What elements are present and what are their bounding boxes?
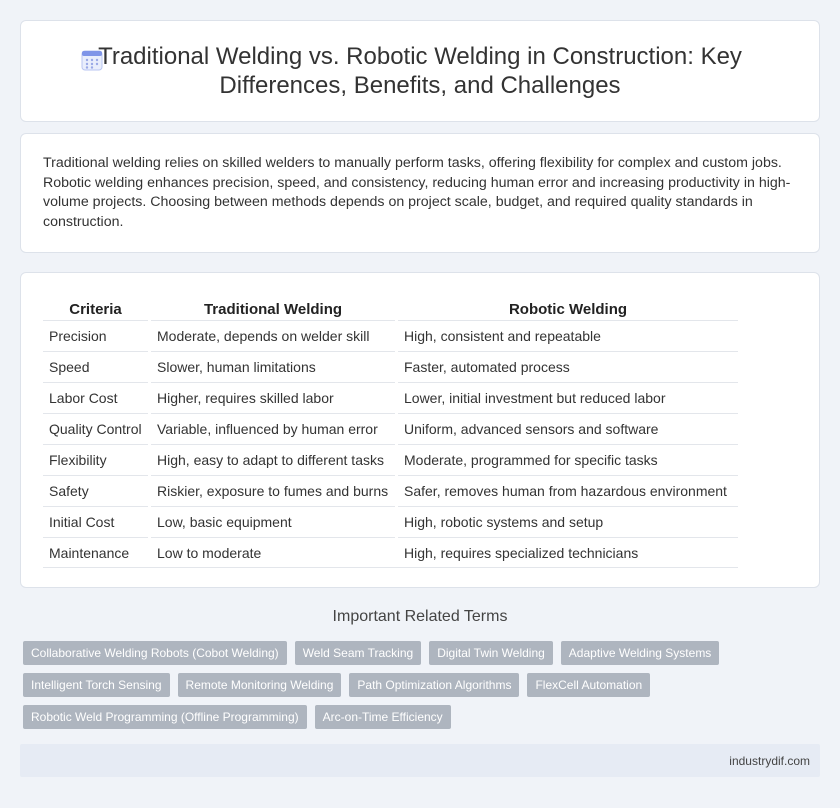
tag-row xyxy=(23,673,823,697)
criteria-cell: Labor Cost xyxy=(43,382,148,413)
criteria-cell: Speed xyxy=(43,351,148,382)
header-card xyxy=(20,20,820,122)
criteria-cell: Maintenance xyxy=(43,537,148,568)
related-term-tag[interactable]: FlexCell Automation xyxy=(527,673,650,697)
intro-card xyxy=(20,133,820,253)
related-term-tag[interactable]: Path Optimization Algorithms xyxy=(349,673,519,697)
related-term-tag[interactable]: Adaptive Welding Systems xyxy=(561,641,720,665)
table-row xyxy=(43,320,738,351)
traditional-cell: Variable, influenced by human error xyxy=(151,413,395,444)
table-row xyxy=(43,444,738,475)
related-term-tag[interactable]: Collaborative Welding Robots (Cobot Welding) xyxy=(23,641,287,665)
criteria-cell: Precision xyxy=(43,320,148,351)
robotic-cell: High, requires specialized technicians xyxy=(398,537,738,568)
robotic-cell: Moderate, programmed for specific tasks xyxy=(398,444,738,475)
robotic-cell: Uniform, advanced sensors and software xyxy=(398,413,738,444)
related-term-tag[interactable]: Digital Twin Welding xyxy=(429,641,553,665)
traditional-cell: Moderate, depends on welder skill xyxy=(151,320,395,351)
traditional-cell: High, easy to adapt to different tasks xyxy=(151,444,395,475)
related-terms-title: Important Related Terms xyxy=(332,608,508,625)
robotic-cell: Lower, initial investment but reduced labor xyxy=(398,382,738,413)
robotic-cell: Safer, removes human from hazardous environment xyxy=(398,475,738,506)
related-term-tag[interactable]: Intelligent Torch Sensing xyxy=(23,673,170,697)
table-row xyxy=(43,537,738,568)
traditional-cell: Slower, human limitations xyxy=(151,351,395,382)
related-term-tag[interactable]: Weld Seam Tracking xyxy=(295,641,422,665)
tag-row xyxy=(23,705,823,729)
intro-text: Traditional welding relies on skilled welders to manually perform tasks, offering flexibility for complex and custom jobs. Robotic welding enhances precision, speed, and consistency, reducing human error and increasing productivity in high-volume projects. Choosing between methods depends on project scale, budget, and required quality standards in construction. xyxy=(43,155,791,230)
robotic-cell: Faster, automated process xyxy=(398,351,738,382)
robotic-cell: High, consistent and repeatable xyxy=(398,320,738,351)
footer xyxy=(20,744,820,777)
comparison-table xyxy=(43,293,738,568)
related-term-tag[interactable]: Arc-on-Time Efficiency xyxy=(315,705,451,729)
table-row xyxy=(43,475,738,506)
criteria-cell: Initial Cost xyxy=(43,506,148,537)
traditional-cell: Riskier, exposure to fumes and burns xyxy=(151,475,395,506)
traditional-cell: Low, basic equipment xyxy=(151,506,395,537)
column-header-criteria: Criteria xyxy=(69,300,122,318)
table-row xyxy=(43,506,738,537)
related-term-tag[interactable]: Robotic Weld Programming (Offline Programming) xyxy=(23,705,307,729)
tag-row xyxy=(23,641,823,665)
table-row xyxy=(43,413,738,444)
table-header-row xyxy=(43,293,738,320)
comparison-card xyxy=(20,272,820,588)
column-header-robotic: Robotic Welding xyxy=(508,300,628,318)
related-term-tag[interactable]: Remote Monitoring Welding xyxy=(178,673,342,697)
page-title: Traditional Welding vs. Robotic Welding in Construction: Key Differences, Benefits, and Challenges xyxy=(98,43,742,99)
table-row xyxy=(43,382,738,413)
column-header-traditional: Traditional Welding xyxy=(203,300,343,318)
criteria-cell: Safety xyxy=(43,475,148,506)
criteria-cell: Flexibility xyxy=(43,444,148,475)
footer-site-link[interactable]: industrydif.com xyxy=(729,754,810,768)
robotic-cell: High, robotic systems and setup xyxy=(398,506,738,537)
table-row xyxy=(43,351,738,382)
related-terms-list xyxy=(23,641,823,737)
criteria-cell: Quality Control xyxy=(43,413,148,444)
traditional-cell: Higher, requires skilled labor xyxy=(151,382,395,413)
traditional-cell: Low to moderate xyxy=(151,537,395,568)
